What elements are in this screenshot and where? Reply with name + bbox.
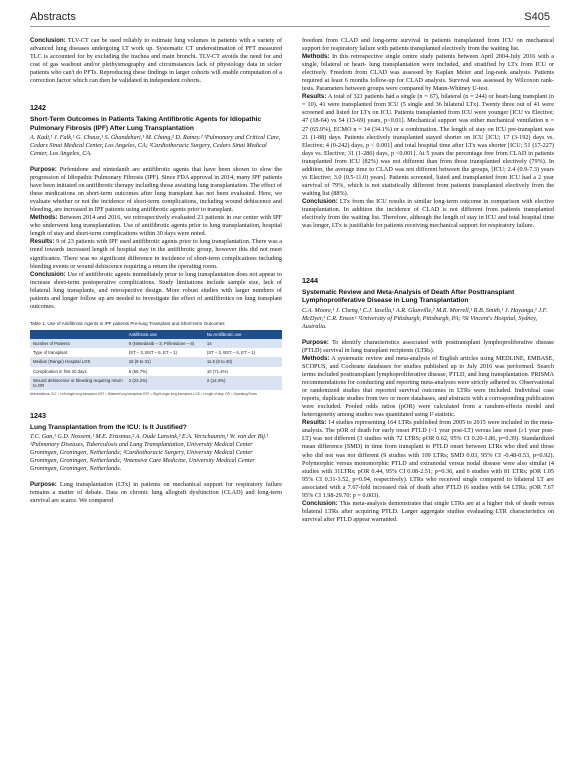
table-header-cell: [30, 330, 126, 339]
abstract-number: 1243: [30, 410, 46, 420]
abstract-number: 1244: [302, 276, 318, 286]
purpose-continued: freedom from CLAD and long-term survival in patients transplanted from ICU on mechanical support for respiratory failure with patients transplanted electively from the waiting list.: [302, 37, 554, 53]
table-cell: 10 (71.4%): [204, 367, 282, 376]
abstract-1243-continued: [302, 37, 554, 230]
abstract-authors: T.C. Gan,¹ G.D. Nossent,¹ M.E. Erasmus,² A. Oude Lansink,³ E.A. Verschuuren,¹ W. van der Bij.¹ ¹Pulmonary Diseases, Tuberculosis and Lung Transplantation, University Medical Center Groningen, Groningen, Netherlands; ²Cardiothoracic Surgery, University Medical Center Groningen, Groningen, Netherlands; ³Intensive Care Medicine, University Medical Center Groningen, Groningen, Netherlands.: [30, 432, 269, 473]
abstract-1244: [302, 276, 554, 524]
conclusion-section: Conclusion: This meta-analysis demonstrates that single LTRs are at a higher risk of death versus bilateral LTRs after acquiring PTLD. Larger aggregate studies evaluating LTR characteristics on survival after PTLD appear warranted.: [302, 499, 554, 523]
table-cell: (ST – 3, BST – 6, ET – 1): [204, 348, 282, 357]
table-footnote: Abbreviations: SLT = Left single lung transplant; BST = Bilateral lung transplant; RST = Right single lung transplant; LOS = Length of stay; OR = Operating Room: [30, 392, 258, 397]
table-cell: 15 (9 to 31): [126, 357, 204, 366]
conclusion-section: Conclusion: Use of antifibrotic agents immediately prior to lung transplantation does not appear to increase short-term postoperative complications. Study limitations include sample size, lack of bilateral lung transplants, and retrospective design. More robust studies with larger numbers of patients and longer follow up are needed to investigate the effect of antifibrotics on lung transplant outcomes.: [30, 270, 282, 310]
table-header-cell: No Antifibrotic use: [204, 330, 282, 339]
methods-section: Methods: In this retrospective single centre study patients between April 2004-July 2016 with a single, bilateral or heart- lung transplantation were included, and stratified by LTx from ICU or electively. Freedom from CLAD was assessed by Kaplan Meier and log-rank analysis. Patients required at least 6 months follow-up for CLAD analysis. Survival was assessed by Wilcoxon rank-tests. Parameters between groups were compared by Mann-Whitney U-test.: [302, 53, 555, 93]
table-figure: [30, 321, 282, 397]
abstract-number: 1242: [30, 103, 46, 113]
right-column: [302, 37, 554, 550]
table-cell: Wound dehiscence or bleeding requiring return to OR: [30, 376, 126, 390]
table-cell: Type of transplant: [30, 348, 126, 357]
table-cell: 2 (22.2%): [126, 376, 204, 390]
table-header-row: [30, 330, 282, 339]
table-row: [30, 339, 282, 348]
table-row: [30, 357, 282, 366]
previous-conclusion: Conclusion: TLV-CT can be used reliably to estimate lung volumes in patients with a variety of advanced lung diseases undergoing LT work up. Systematic CT underestimation of PFT measured TLC is accounted for by excluding the trachea and main bronchi. TLV-CT avoids the need for and cost of gas washout and/or plethysmography and circumstances lack of physiology data in sicker patients who can't do PFTs. Reproducing these findings in larger cohorts will enable computation of a correction factor which can then be validated in independent cohorts.: [30, 37, 282, 85]
table-row: [30, 348, 282, 357]
methods-section: Methods: Between 2014 and 2016, we retrospectively evaluated 23 patients in our center with IPF who underwent lung transplantation. Use of antifibrotic agents prior to lung transplantation, hospital length of stay and short-term complications within 30 days were noted.: [30, 214, 282, 238]
table-cell: Median (Range) Hospital LOS: [30, 357, 126, 366]
results-section: Results: 9 of 23 patients with IPF used antifibrotic agents prior to lung transplantation. There was a trend towards increased length of hospital stay in the antifibrotic group, however this did not meet significance. There was no significant difference in incidence of short-term complications including bleeding events or wound dehiscence requiring a return the operating room.: [30, 238, 282, 270]
abstract-1243: [30, 411, 282, 506]
table-row: [30, 376, 282, 390]
results-section: Results: 14 studies representing 164 LTRs published from 2005 to 2015 were included in the meta-analysis. The pOR of death for early onset PTLD (<1 year post-LT) versus late onset (≥1 year post-LT) was not different (3 studies with 72 LTRS; pOR 0.62, 95% CI 0.20-1.86, p=0.39). Standardized mean difference (SMD) in time from transplant to PTLD onset between LTRs who died and those who did not was not different (9 studies with 109 LTRs; SMD 0.03, 95% CI -0.48-0.53, p=0.92). Polymorphic versus monomorphic PTLD and extranodal versus nodal disease were also similar (4 studies with 31LTRs; pOR 0.44, 95% CI 0.08-2.51; p=0.36, and 6 studies with 81 LTRs; pOR 1.05 95% CI 0.31-3.52, p=0.94, respectively). LTRs who received single compared to bilateral LT are associated with a 7.67-fold increased risk of death after PTLD (6 studies with 64 LTRs; pOR 7.67 95% CI 1.98-29.70; p = 0.003).: [302, 419, 555, 499]
conclusion-section: Conclusion: LTx from the ICU results in similar long-term outcome in comparison with elective transplantation. In addition the incidence of CLAD is not different from patients transplanted electively from the waiting list. Therefore, although the length of stay in ICU and total hospital time was longer, LTx is justifiable for patients receiving mechanical support for respiratory failure.: [302, 197, 554, 230]
table-cell: 6 (66.7%): [126, 367, 204, 376]
abstract-title: Short-Term Outcomes in Patients Taking Antifibrotic Agents for Idiopathic Pulmonary Fibrosis (IPF) After Lung Transplantation: [30, 116, 262, 132]
table-cell: 14: [204, 339, 282, 348]
left-column: [30, 37, 282, 531]
page-number: S405: [524, 11, 550, 23]
purpose-section: Purpose: Pirfenidone and nintedanib are antifibrotic agents that have been shown to slow the progression of Idiopathic Pulmonary Fibrosis (IPF). Since FDA approval in 2014, many IPF patients have been initiated on antifibrotic therapy including those awaiting lung transplantation. The effect of these medications on short-term outcomes after lung transplant has not been evaluated. Here, we evaluate whether or not the incidence of short-term complications, including wound dehiscence and bleeding, are increased in IPF patients using antifibrotic agents prior to transplant.: [30, 166, 282, 214]
table-header-cell: Antifibrotic use: [126, 330, 204, 339]
abstract-authors: A. Kadi,¹ J. Falk,¹ G. Chaux,¹ S. Ghandehari,¹ M. Chang,² D. Ramzy.² ¹Pulmonary and Critical Care, Cedars Sinai Medical Center, Los Angeles, CA; ²Cardiothoracic Surgery, Cedars Sinai Medical Center, Los Angeles, CA.: [30, 133, 281, 157]
purpose-section: Purpose: Lung transplantation (LTx) in patients on mechanical support for respiratory failure remains a matter of debate. Data on chronic lung allograft dysfunction (CLAD) and long-term survival are scarce. We compared: [30, 481, 282, 505]
abstract-1242: [30, 103, 282, 311]
table-cell: 11.5 (9 to 30): [204, 357, 282, 366]
table-caption: Table 1. Use of Antifibrotic Agents in IPF patients Pre-lung Transplant and Short-term Outcomes: [30, 320, 225, 326]
page-header: [30, 10, 550, 27]
abstract-title: Systematic Review and Meta-Analysis of Death After Posttransplant Lymphoproliferative Disease in Lung Transplantation: [302, 289, 515, 305]
methods-section: Methods: A systematic review and meta-analysis of English articles using MEDLINE, EMBASE, SCOPUS, and Cochrane databases for studies published up to July 2016 was performed. Search terms included posttransplant lymphoproliferative disease, PTLD, and lung transplantation. PRISMA recommendations for conducting and reporting meta-analyses were strictly adhered to. Observational or randomized studies that reported survival outcomes in LTRs were included. Individual case reports, duplicate studies from two or more databases, and abstracts with a corresponding publication were excluded. Pooled odds ratios (pOR) were calculated from a random-effects model and heterogeneity among studies was quantitated using I² statistic.: [302, 354, 554, 419]
table-cell: 9 (Nintedanib – 3; Pirfenidone – 6): [126, 339, 204, 348]
journal-section-label: Abstracts: [30, 11, 76, 23]
abstract-authors: C.A. Moore,¹ J. Cheng,¹ C.J. Iasella,¹ A.R. Glanville,² M.R. Morrell,¹ R.B. Smith,¹ J. Hayanga,¹ J.F. McDyer,¹ C.R. Ensor.¹ ¹University of Pittsburgh, Pittsburgh, PA; ²St Vincent's Hospital, Sydney, Australia.: [302, 306, 548, 330]
table-cell: Number of Patients: [30, 339, 126, 348]
purpose-section: Purpose: To identify characteristics associated with posttransplant lymphoproliferative disease (PTLD) survival in lung transplant recipients (LTRs).: [302, 338, 554, 354]
outcomes-table: [30, 330, 282, 390]
table-cell: 2 (14.3%): [204, 376, 282, 390]
table-cell: Complication in first 30 days: [30, 367, 126, 376]
table-row: [30, 367, 282, 376]
table-cell: (ST – 3, BST – 6, ET – 1): [126, 348, 204, 357]
abstract-title: Lung Transplantation from the ICU: Is It Justified?: [30, 423, 187, 431]
results-section: Results: A total of 321 patients had a single (n = 67), bilateral (n = 244) or heart-lung transplant (n = 10). 41 were transplanted from ICU (5 single and 36 bilateral LTx). Twenty three out of 41 were screened and listed for LTx on ICU. Patients transplanted from ICU were younger [ICU vs Elective; 47 (18-64) vs 54 (13-69) years, p<0.01]. Mechanical support was either mechanical ventilation n = 27 (65.9%), ECMO n = 14 (34.1%) or a combination. The length of stay on ICU pre-transplant was 21 (1-88) days. Patients electively transplanted stayed shorter on ICU [ICU; 17 (3-192) days vs. Elective; 4 (0-242) days, p < 0.001] and total hospital time after LTx was shorter [ICU; 51 (17-227) days vs. Elective; 31 (1-286) days, p <0.001]. At 5 years the percentage free from CLAD in patients transplanted from ICU (82%) was not different than from those transplanted electively (79%). In addition, the average time to CLAD was not different between the groups, [ICU; 2.4 (0.9-7.3) years vs Elective; 3.0 (0.5-11.0) years]. Patients screened, listed and transplanted from ICU had a 2 year survival of 79%, which is not statistically different from patients transplanted electively from the waiting list (88%).: [302, 93, 555, 197]
previous-abstract-tail: [30, 37, 282, 85]
